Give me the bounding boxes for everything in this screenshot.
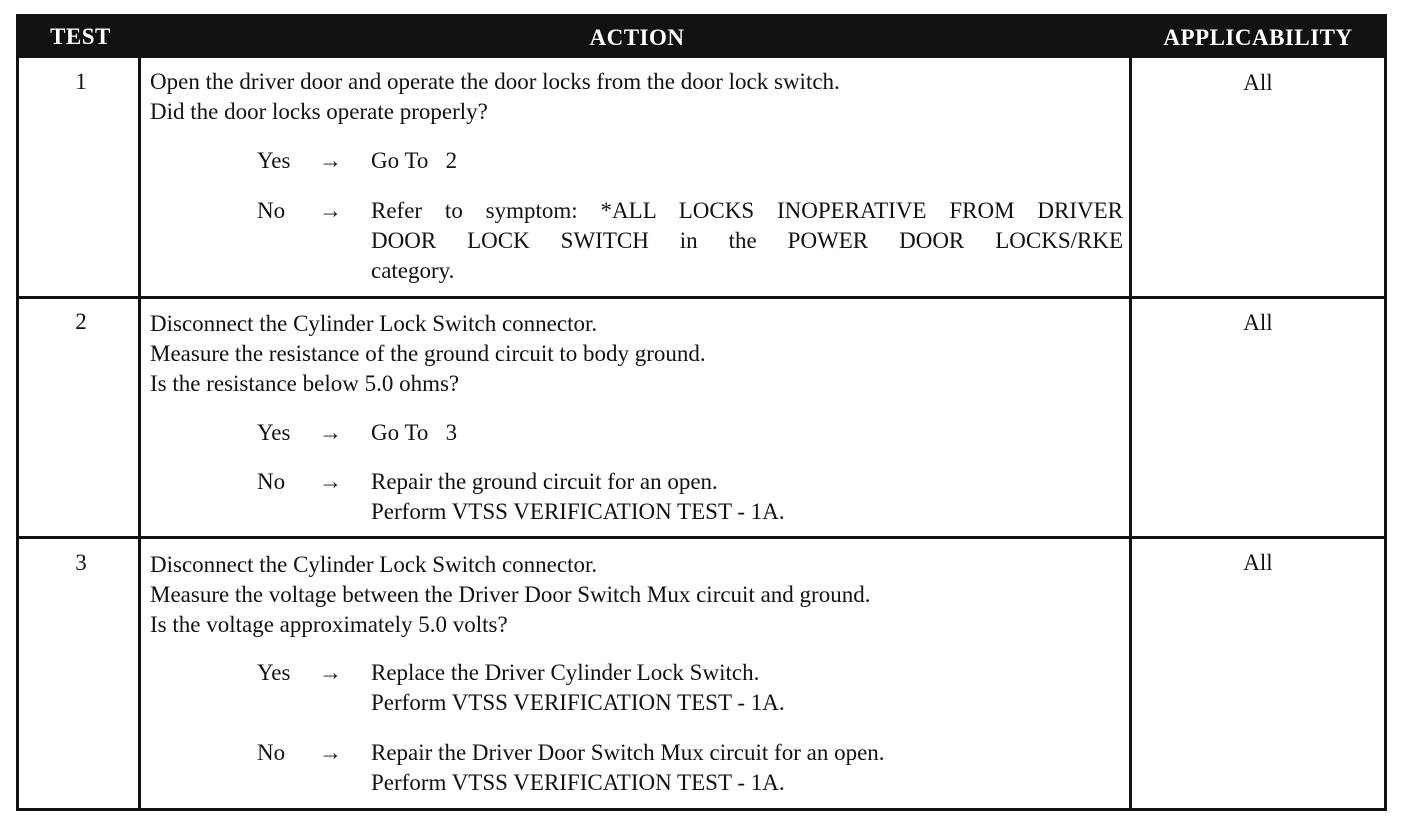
no-label: No	[257, 198, 286, 223]
result-line: Perform VTSS VERIFICATION TEST - 1A.	[371, 770, 785, 795]
yes-label: Yes	[257, 148, 291, 173]
applicability-value: All	[1243, 550, 1273, 575]
no-label: No	[257, 740, 286, 765]
action-line: Is the resistance below 5.0 ohms?	[150, 371, 460, 396]
action-text	[150, 67, 840, 127]
yes-result	[371, 146, 1123, 176]
table-header	[19, 17, 1384, 58]
yes-label: Yes	[257, 660, 291, 685]
arrow-icon: →	[319, 148, 342, 173]
applicability-value: All	[1243, 310, 1273, 335]
yes-result	[371, 418, 1123, 448]
header-applicability: APPLICABILITY	[1163, 25, 1353, 50]
action-line: Disconnect the Cylinder Lock Switch connector.	[150, 311, 598, 336]
no-result	[371, 467, 1123, 527]
header-action: ACTION	[589, 25, 685, 50]
arrow-icon: →	[319, 198, 342, 223]
row-divider	[19, 536, 1384, 539]
result-line: Refer to symptom: *ALL LOCKS INOPERATIVE FROM DRIVER	[371, 198, 1123, 223]
yes-label: Yes	[257, 420, 291, 445]
column-divider	[1129, 58, 1132, 808]
arrow-icon: →	[319, 740, 342, 765]
arrow-icon: →	[319, 469, 342, 494]
action-text	[150, 309, 706, 399]
result-line: Perform VTSS VERIFICATION TEST - 1A.	[371, 499, 785, 524]
action-line: Open the driver door and operate the door locks from the door lock switch.	[150, 69, 840, 94]
applicability-value: All	[1243, 70, 1273, 95]
row-divider	[19, 296, 1384, 299]
test-number: 3	[75, 550, 87, 575]
column-divider	[138, 58, 141, 808]
result-line: Repair the Driver Door Switch Mux circuit for an open.	[371, 740, 885, 765]
diagnostic-test-table	[16, 14, 1387, 811]
result-line: DOOR LOCK SWITCH in the POWER DOOR LOCKS/RKE	[371, 228, 1123, 253]
result-line: Go To 3	[371, 420, 458, 445]
action-text	[150, 550, 870, 640]
test-number: 2	[75, 309, 87, 334]
arrow-icon: →	[319, 420, 342, 445]
action-line: Disconnect the Cylinder Lock Switch connector.	[150, 552, 598, 577]
result-line: category.	[371, 258, 455, 283]
test-number: 1	[75, 69, 87, 94]
no-label: No	[257, 469, 286, 494]
action-line: Measure the resistance of the ground circuit to body ground.	[150, 341, 706, 366]
no-result	[371, 738, 1123, 798]
arrow-icon: →	[319, 660, 342, 685]
result-line: Perform VTSS VERIFICATION TEST - 1A.	[371, 690, 785, 715]
result-line: Replace the Driver Cylinder Lock Switch.	[371, 660, 760, 685]
result-line: Repair the ground circuit for an open.	[371, 469, 718, 494]
header-test: TEST	[50, 24, 111, 49]
yes-result	[371, 658, 1123, 718]
result-line: Go To 2	[371, 148, 458, 173]
action-line: Measure the voltage between the Driver Door Switch Mux circuit and ground.	[150, 582, 871, 607]
no-result	[371, 196, 1123, 286]
action-line: Did the door locks operate properly?	[150, 99, 488, 124]
action-line: Is the voltage approximately 5.0 volts?	[150, 612, 508, 637]
